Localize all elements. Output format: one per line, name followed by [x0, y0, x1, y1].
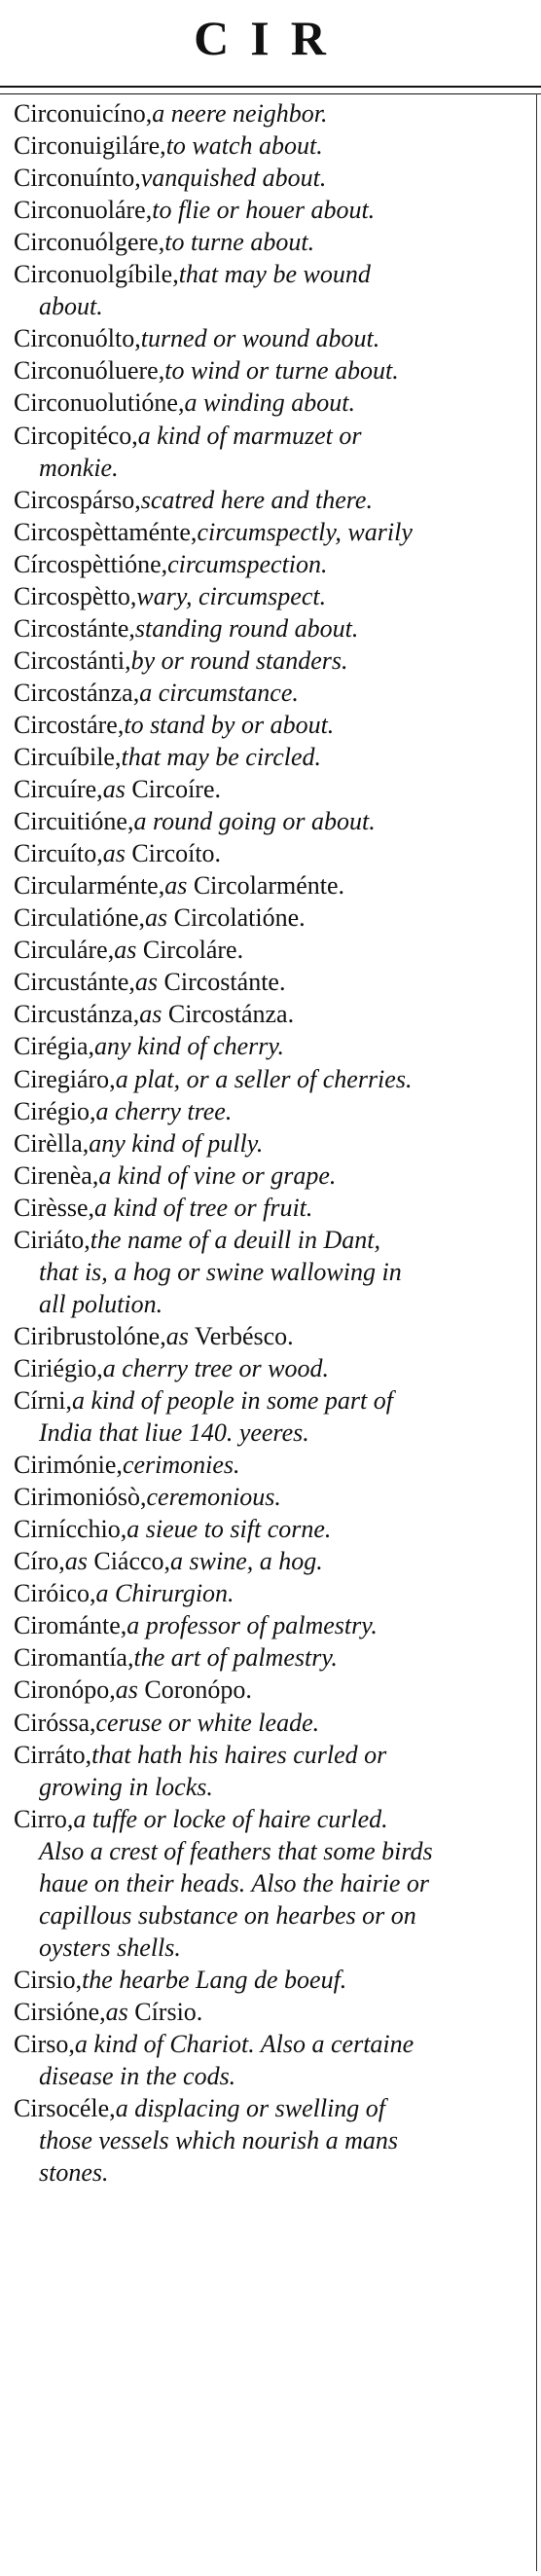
headword: Circustánza, — [14, 1000, 140, 1029]
definition: ceremonious. — [146, 1483, 281, 1512]
definition: to stand by or about. — [124, 710, 335, 739]
definition-continuation-line: that is, a hog or swine wallowing in — [39, 1257, 402, 1286]
headword: Circonuolgíbile, — [14, 260, 179, 289]
headword: Ciróssa, — [14, 1708, 96, 1737]
entry-first-line — [14, 1192, 312, 1224]
headword: Circopitéco, — [14, 421, 138, 450]
entry-first-line — [14, 1513, 331, 1545]
definition: turned or wound about. — [140, 324, 380, 353]
entry-first-line — [14, 1063, 412, 1095]
definition: a circumstance. — [139, 678, 299, 707]
headword: Cirománte, — [14, 1611, 127, 1640]
headword: Circostánti, — [14, 645, 131, 675]
headword: Cirráto, — [14, 1740, 92, 1769]
definition: that hath his haires curled or — [91, 1740, 387, 1769]
headword: Ciróico, — [14, 1579, 96, 1608]
entry-first-line — [14, 258, 371, 290]
headword: Ciregiáro, — [14, 1064, 116, 1093]
definition: a tuffe or locke of haire curled. — [73, 1804, 388, 1833]
headword: Circonuoláre, — [14, 196, 153, 225]
headword: Circuitióne, — [14, 807, 134, 836]
definition-continuation-line: stones. — [39, 2158, 109, 2188]
definition: a kind of people in some part of — [71, 1386, 393, 1415]
entry-first-line — [14, 484, 373, 516]
headword: Circonuigiláre, — [14, 131, 166, 161]
definition: as — [164, 871, 188, 901]
definition-continuation-line: those vessels which nourish a mans — [39, 2126, 399, 2155]
definition: the name of a deuill in Dant, — [90, 1225, 380, 1254]
entry-first-line — [14, 1545, 323, 1577]
entry-first-line — [14, 1449, 240, 1481]
entry-first-line — [14, 580, 326, 612]
definition: a displacing or swelling of — [115, 2094, 386, 2123]
headword: Cirsocéle, — [14, 2094, 116, 2123]
entry-first-line — [14, 548, 328, 580]
definition: the hearbe Lang de boeuf. — [82, 1965, 347, 1994]
cross-reference: Circolarménte. — [187, 871, 345, 901]
entry-first-line — [14, 516, 413, 548]
headword: Cirro, — [14, 1804, 74, 1833]
entry-first-line — [14, 1964, 346, 1996]
entry-first-line — [14, 1159, 336, 1192]
headword: Circuíto, — [14, 839, 103, 868]
headword: Circostáre, — [14, 710, 125, 739]
cross-reference: Circostánza. — [162, 1000, 295, 1029]
definition: a plat, or a seller of cherries. — [115, 1064, 413, 1093]
entry-first-line — [14, 1577, 234, 1609]
cross-reference: Círsio. — [127, 1997, 203, 2026]
headword: Ciromantía, — [14, 1643, 134, 1673]
headword: Circonuólgere, — [14, 228, 165, 257]
entry-first-line — [14, 902, 306, 934]
entry-first-line — [14, 1674, 252, 1706]
entry-first-line — [14, 612, 358, 644]
headword: Circuíre, — [14, 775, 103, 804]
headword: Cirimónie, — [14, 1451, 123, 1480]
entry-first-line — [14, 1320, 294, 1352]
headword: Cirnícchio, — [14, 1515, 127, 1544]
definition: a cherry tree. — [95, 1096, 233, 1125]
headword: Cirsióne, — [14, 1997, 106, 2026]
headword: Ciriáto, — [14, 1225, 90, 1254]
entry-first-line — [14, 1996, 202, 2028]
cross-reference: Ciácco, — [87, 1547, 171, 1576]
headword: Circuíbile, — [14, 743, 122, 771]
running-head: CIR — [194, 11, 347, 65]
definition: as — [134, 968, 159, 997]
definition: a kind of marmuzet or — [137, 421, 362, 450]
definition-continuation-line: about. — [39, 292, 103, 321]
entry-first-line — [14, 1609, 378, 1641]
column-rule — [536, 93, 537, 2571]
definition: a sieue to sift corne. — [126, 1515, 332, 1544]
headword: Circospèttaménte, — [14, 517, 198, 546]
entry-first-line — [14, 805, 376, 837]
definition: as — [115, 1675, 138, 1705]
definition: a kind of Chariot. Also a certaine — [74, 2030, 415, 2058]
definition-continuation-line: haue on their heads. Also the hairie or — [39, 1868, 430, 1897]
headword: Circonuolutióne, — [14, 388, 185, 418]
headword: Circulatióne, — [14, 903, 146, 933]
entry-first-line — [14, 420, 361, 452]
definition: the art of palmestry. — [133, 1643, 338, 1673]
headword: Circostánte, — [14, 613, 135, 643]
definition: to flie or houer about. — [152, 196, 376, 225]
entry-first-line — [14, 837, 221, 869]
entry-first-line — [14, 1095, 232, 1127]
headword: Círo, — [14, 1547, 65, 1576]
entry-first-line — [14, 1352, 329, 1384]
entry-first-line — [14, 644, 348, 677]
definition: as — [139, 1000, 162, 1029]
definition: a neere neighbor. — [152, 99, 328, 128]
definition: as — [102, 775, 126, 804]
entry-first-line — [14, 998, 294, 1030]
entry-first-line — [14, 1224, 380, 1256]
headword: Circospárso, — [14, 485, 141, 514]
definition: as — [114, 936, 137, 965]
definition: circumspection. — [167, 549, 328, 578]
entry-first-line — [14, 194, 375, 226]
entry-first-line — [14, 1127, 263, 1159]
definition: to turne about. — [164, 228, 315, 257]
headword: Cironópo, — [14, 1675, 116, 1705]
cross-reference: Verbésco. — [188, 1321, 294, 1350]
entry-first-line — [14, 677, 299, 709]
headword: Ciribrustolóne, — [14, 1321, 166, 1350]
headword: Circonuicíno, — [14, 99, 153, 128]
entry-first-line — [14, 1384, 393, 1417]
definition-continuation-line: disease in the cods. — [39, 2062, 236, 2091]
definition-continuation-line: oysters shells. — [39, 1932, 181, 1962]
entry-first-line — [14, 869, 344, 902]
definition: circumspectly, warily — [197, 517, 413, 546]
definition: to watch about. — [165, 131, 323, 161]
definition: as — [105, 1997, 128, 2026]
definition: as — [102, 839, 126, 868]
cross-reference: Circoíre. — [125, 775, 221, 804]
page-header — [0, 0, 541, 88]
entry-first-line — [14, 2028, 414, 2060]
cross-reference: Circostánte. — [158, 968, 286, 997]
entry-first-line — [14, 2092, 385, 2124]
definition-continuation-line: monkie. — [39, 453, 119, 482]
cross-reference: Coronópo. — [137, 1675, 252, 1705]
headword: Circuláre, — [14, 936, 115, 965]
headword: Cirimoniósò, — [14, 1483, 147, 1512]
entry-first-line — [14, 773, 221, 805]
definition: cerimonies. — [122, 1451, 240, 1480]
definition: scatred here and there. — [140, 485, 373, 514]
entry-first-line — [14, 966, 285, 998]
definition: a kind of tree or fruit. — [94, 1193, 313, 1222]
entry-first-line — [14, 1707, 319, 1739]
definition-continuation-line: Also a crest of feathers that some birds — [39, 1836, 433, 1865]
definition: a round going or about. — [133, 807, 376, 836]
definition: as — [64, 1547, 88, 1576]
definition: a winding about. — [184, 388, 355, 418]
definition-continuation-line: growing in locks. — [39, 1772, 213, 1801]
definition: a Chirurgion. — [95, 1579, 234, 1608]
headword: Cirenèa, — [14, 1160, 99, 1190]
headword: Circularménte, — [14, 871, 165, 901]
definition-continuation-line: capillous substance on hearbes or on — [39, 1900, 416, 1930]
entry-first-line — [14, 226, 314, 258]
entry-first-line — [14, 354, 399, 386]
definition: as — [145, 903, 168, 933]
headword: Cirso, — [14, 2030, 75, 2058]
headword: Círni, — [14, 1386, 72, 1415]
entry-first-line — [14, 1030, 284, 1062]
headword: Cirèlla, — [14, 1128, 90, 1158]
entry-first-line — [14, 322, 379, 354]
headword: Circonuólto, — [14, 324, 141, 353]
entry-first-line — [14, 97, 328, 129]
headword: Ciriégio, — [14, 1353, 103, 1382]
definition-continuation-line: India that liue 140. yeeres. — [39, 1418, 309, 1448]
definition: any kind of cherry. — [94, 1032, 284, 1061]
entry-first-line — [14, 129, 323, 162]
cross-reference: Circoíto. — [125, 839, 222, 868]
definition: ceruse or white leade. — [95, 1708, 320, 1737]
headword: Cirsio, — [14, 1965, 83, 1994]
entry-first-line — [14, 934, 243, 966]
headword: Cirèsse, — [14, 1193, 95, 1222]
headword: Circospètto, — [14, 581, 137, 610]
definition: any kind of pully. — [89, 1128, 264, 1158]
definition: wary, circumspect. — [136, 581, 327, 610]
definition: that may be wound — [178, 260, 371, 289]
definition: as — [165, 1321, 189, 1350]
headword: Círcospèttióne, — [14, 549, 168, 578]
headword: Circustánte, — [14, 968, 135, 997]
definition: to wind or turne about. — [164, 356, 399, 386]
definition: vanquished about. — [140, 164, 327, 193]
definition: standing round about. — [134, 613, 359, 643]
definition: by or round standers. — [130, 645, 348, 675]
entry-first-line — [14, 386, 355, 419]
headword: Cirégio, — [14, 1096, 96, 1125]
definition: that may be circled. — [121, 743, 322, 771]
definition-continuation-line: all polution. — [39, 1289, 163, 1318]
definition-continued: a swine, a hog. — [170, 1547, 323, 1576]
header-rule-thin — [0, 93, 541, 94]
headword: Circonuóluere, — [14, 356, 165, 386]
cross-reference: Circolatióne. — [167, 903, 306, 933]
headword: Circonuínto, — [14, 164, 141, 193]
definition: a cherry tree or wood. — [102, 1353, 329, 1382]
definition: a professor of palmestry. — [126, 1611, 378, 1640]
entry-first-line — [14, 1481, 281, 1513]
entry-first-line — [14, 162, 326, 194]
headword: Circostánza, — [14, 678, 140, 707]
entry-first-line — [14, 1739, 386, 1771]
headword: Cirégia, — [14, 1032, 95, 1061]
entry-first-line — [14, 1641, 338, 1674]
entry-first-line — [14, 741, 321, 773]
entry-first-line — [14, 709, 334, 741]
definition: a kind of vine or grape. — [98, 1160, 337, 1190]
cross-reference: Circoláre. — [136, 936, 244, 965]
header-rule — [0, 86, 541, 88]
entry-first-line — [14, 1803, 388, 1835]
